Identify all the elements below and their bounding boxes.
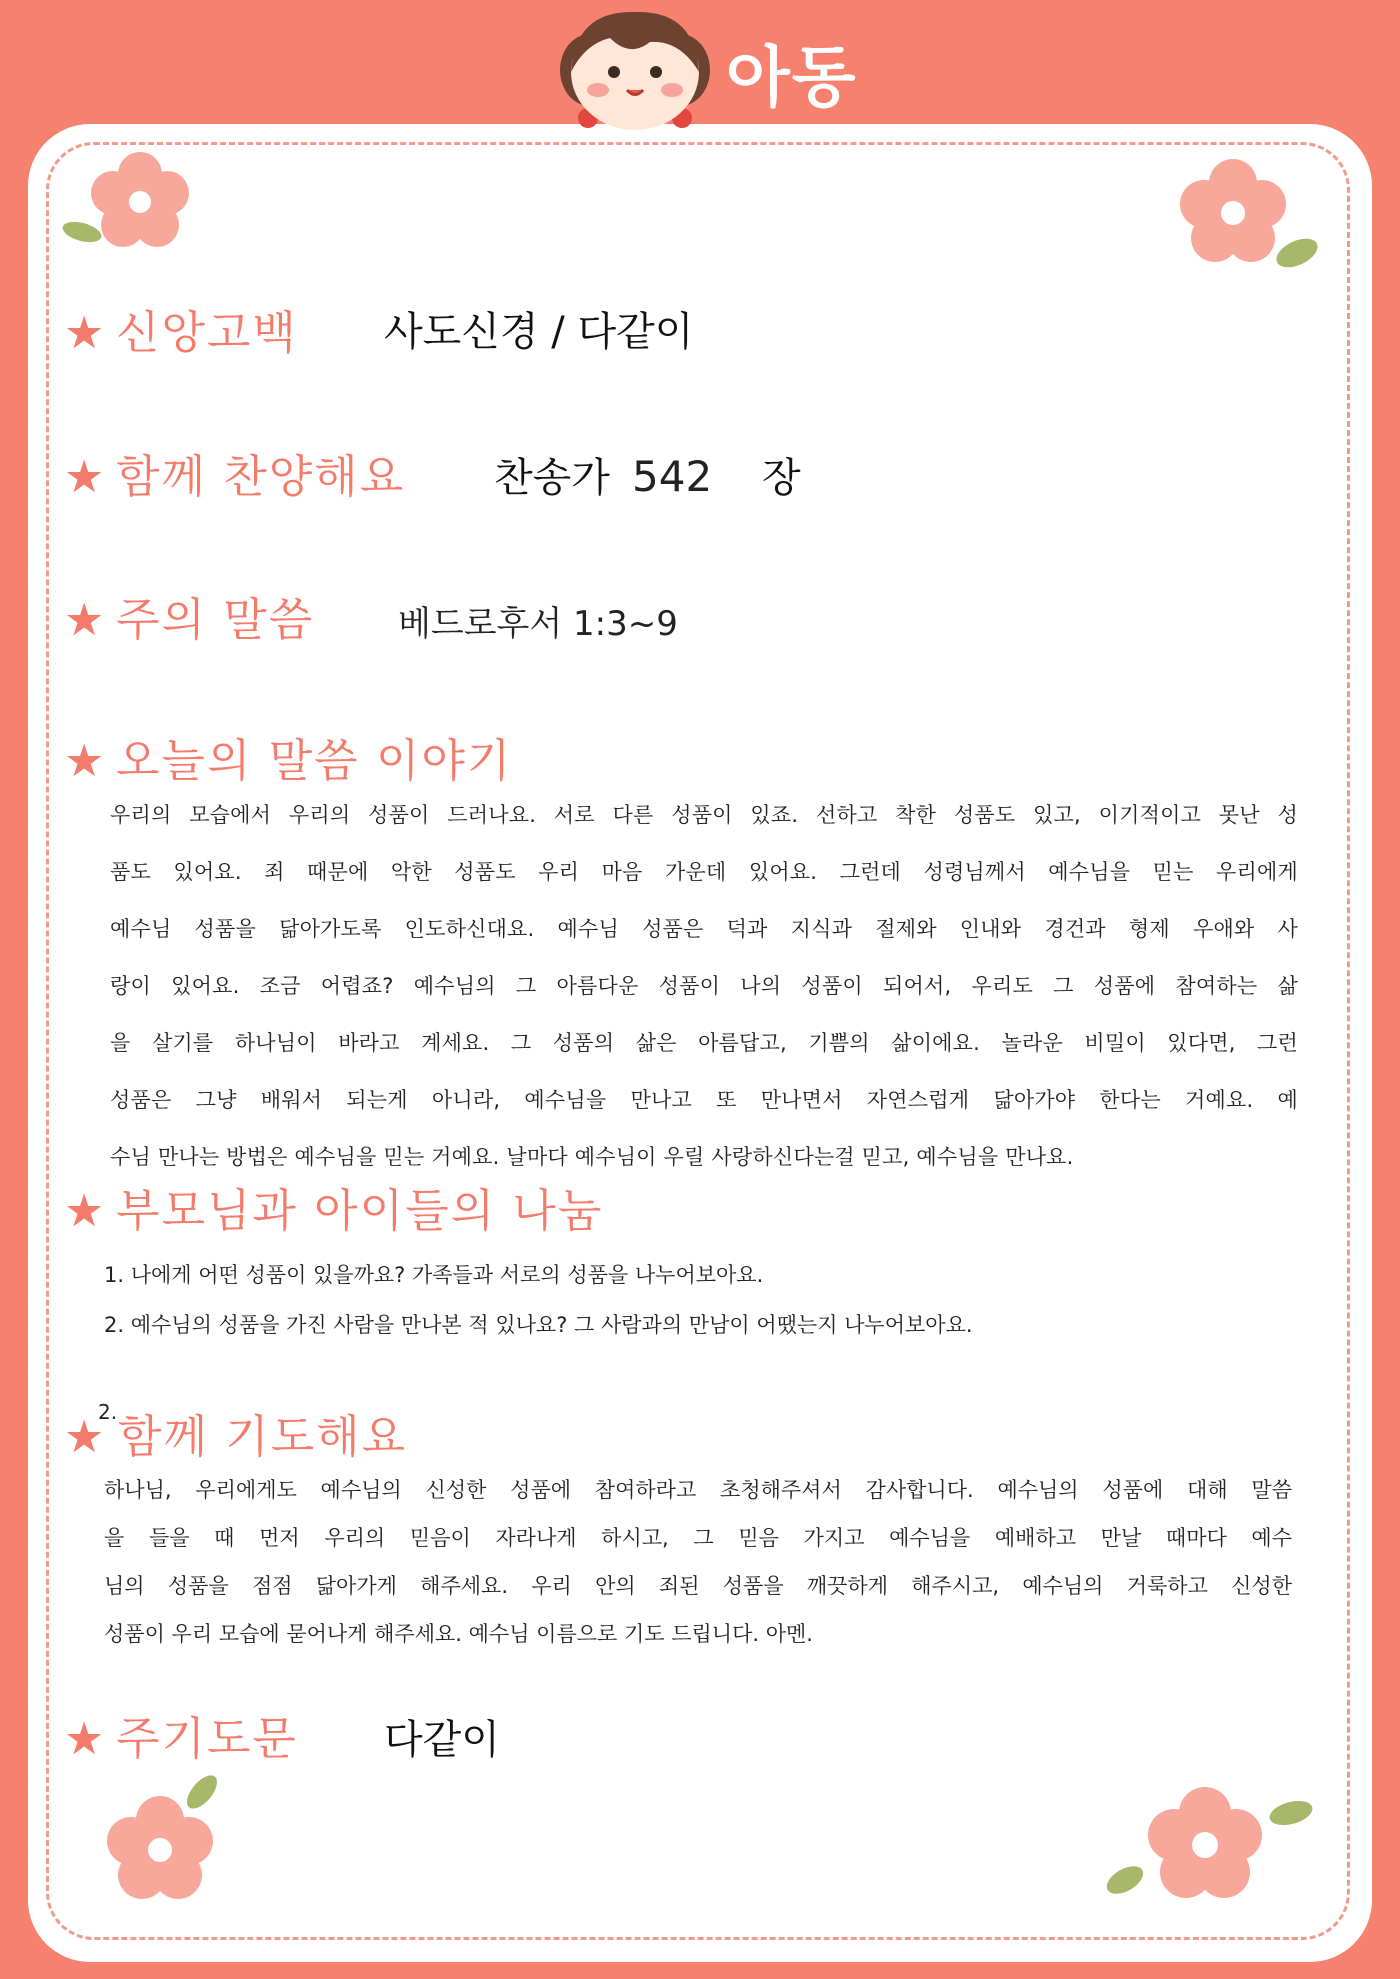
- creed-value: 사도신경 / 다같이: [384, 309, 694, 355]
- prayer-line: 님의 성품을 점점 닮아가게 해주세요. 우리 안의 죄된 성품을 깨끗하게 해주시고, 예수님의 거룩하고 신성한: [104, 1574, 1292, 1598]
- star-icon: ★: [64, 306, 105, 359]
- section-heading-closing: ★ 주기도문: [64, 1712, 298, 1765]
- star-icon: ★: [64, 1712, 105, 1765]
- prayer-line: 을 들을 때 먼저 우리의 믿음이 자라나게 하시고, 그 믿음 가지고 예수님을 예배하고 만날 때마다 예수: [104, 1526, 1292, 1550]
- flower-icon: [1165, 155, 1325, 275]
- section-heading-hymn: ★ 함께 찬양해요: [64, 450, 406, 503]
- girl-face-icon: [530, 0, 740, 150]
- hymn-suffix: 장: [762, 455, 801, 501]
- story-line: 랑이 있어요. 조금 어렵죠? 예수님의 그 아름다운 성품이 나의 성품이 되어서, 우리도 그 성품에 참여하는 삶: [110, 974, 1298, 998]
- list-item: 2. 예수님의 성품을 가진 사람을 만나본 적 있나요? 그 사람과의 만남이 어땠는지 나누어보아요.: [104, 1313, 973, 1337]
- section-heading-prayer: ★2.함께 기도해요: [64, 1400, 408, 1463]
- section-heading-story: ★ 오늘의 말씀 이야기: [64, 734, 513, 787]
- star-icon: ★: [64, 593, 105, 646]
- flower-icon: [1095, 1775, 1325, 1935]
- prayer-paragraph: [104, 1466, 1292, 1658]
- story-line: 품도 있어요. 죄 때문에 악한 성품도 우리 마음 가운데 있어요. 그런데 성령님께서 예수님을 믿는 우리에게: [110, 860, 1298, 884]
- sharing-list: [104, 1250, 973, 1350]
- flower-icon: [90, 1770, 250, 1910]
- story-line: 예수님 성품을 닮아가도록 인도하신대요. 예수님 성품은 덕과 지식과 절제와 인내와 경건과 형제 우애와 사: [110, 917, 1298, 941]
- prayer-line: 성품이 우리 모습에 묻어나게 해주세요. 예수님 이름으로 기도 드립니다. 아멘.: [104, 1622, 813, 1646]
- section-heading-scripture: ★ 주의 말씀: [64, 593, 315, 646]
- section-heading-sharing: ★ 부모님과 아이들의 나눔: [64, 1184, 604, 1237]
- hymn-number: 542: [632, 452, 713, 501]
- section-heading-creed: ★ 신앙고백: [64, 306, 298, 359]
- prayer-line: 하나님, 우리에게도 예수님의 신성한 성품에 참여하라고 초청해주셔서 감사합니다. 예수님의 성품에 대해 말씀: [104, 1478, 1292, 1502]
- flower-icon: [62, 150, 192, 260]
- star-icon: ★: [64, 1184, 105, 1237]
- story-line: 성품은 그냥 배워서 되는게 아니라, 예수님을 만나고 또 만나면서 자연스럽게 닮아가야 한다는 거예요. 예: [110, 1088, 1298, 1112]
- story-paragraph: [110, 787, 1298, 1186]
- hymn-prefix: 찬송가: [494, 455, 610, 501]
- star-icon: ★: [64, 734, 105, 787]
- story-line: 을 살기를 하나님이 바라고 계세요. 그 성품의 삶은 아름답고, 기쁨의 삶이에요. 놀라운 비밀이 있다면, 그런: [110, 1031, 1298, 1055]
- prayer-mark: 2.: [98, 1400, 118, 1424]
- scripture-value: 베드로후서 1:3~9: [398, 604, 678, 644]
- page-title: 아동: [726, 39, 858, 116]
- story-line: 우리의 모습에서 우리의 성품이 드러나요. 서로 다른 성품이 있죠. 선하고 착한 성품도 있고, 이기적이고 못난 성: [110, 803, 1298, 827]
- star-icon: ★: [64, 1410, 105, 1463]
- list-item: 1. 나에게 어떤 성품이 있을까요? 가족들과 서로의 성품을 나누어보아요.: [104, 1263, 764, 1287]
- story-line: 수님 만나는 방법은 예수님을 믿는 거예요. 날마다 예수님이 우릴 사랑하신다는걸 믿고, 예수님을 만나요.: [110, 1145, 1074, 1169]
- closing-value: 다같이: [384, 1717, 500, 1763]
- star-icon: ★: [64, 450, 105, 503]
